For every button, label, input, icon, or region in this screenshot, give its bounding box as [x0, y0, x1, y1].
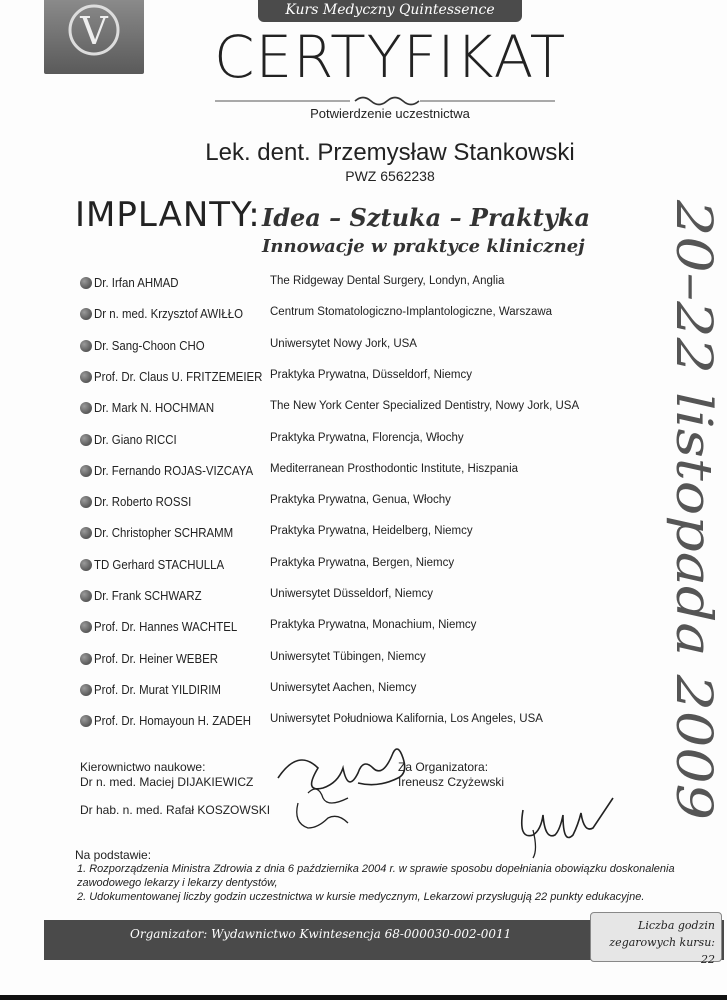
- bottom-edge: [0, 995, 727, 1000]
- speaker-row: [80, 556, 600, 576]
- speaker-affiliation: Centrum Stomatologiczno-Implantologiczne, Warszawa: [270, 306, 553, 319]
- bullet-icon: [80, 277, 92, 289]
- logo-v-icon: [44, 0, 144, 74]
- participant-pwz: PWZ 6562238: [345, 168, 435, 184]
- speaker-name: Dr. Sang-Choon CHO: [94, 337, 205, 353]
- speaker-name: Dr. Giano RICCI: [94, 431, 177, 447]
- course-hours-box: [590, 912, 722, 966]
- bullet-icon: [80, 371, 92, 383]
- notes-item-2: 2. Udokumentowanej liczby godzin uczestnictwa w kursie medycznym, Lekarzowi przysługują 22 punkty edukacyjne.: [77, 891, 645, 903]
- quintessence-logo: [44, 0, 144, 74]
- scientific-director-2: Dr hab. n. med. Rafał KOSZOWSKI: [80, 803, 271, 817]
- speaker-name: Dr. Roberto ROSSI: [94, 494, 192, 510]
- bullet-icon: [80, 621, 92, 633]
- speaker-name: Prof. Dr. Heiner WEBER: [94, 650, 218, 666]
- speaker-row: [80, 368, 600, 388]
- bullet-icon: [80, 653, 92, 665]
- speaker-affiliation: Praktyka Prywatna, Düsseldorf, Niemcy: [270, 368, 472, 381]
- bullet-icon: [80, 308, 92, 320]
- certificate-title: CERTYFIKAT: [214, 23, 567, 91]
- hours-line-2: zegarowych kursu: 22: [609, 936, 715, 966]
- course-label: IMPLANTY:: [75, 195, 261, 235]
- speaker-row: [80, 524, 600, 544]
- organizer-label: Za Organizatora:: [398, 760, 489, 774]
- scientific-label: Kierownictwo naukowe:: [80, 760, 206, 774]
- speaker-name: Dr. Fernando ROJAS-VIZCAYA: [94, 462, 254, 478]
- speaker-name: Prof. Dr. Claus U. FRITZEMEIER: [94, 368, 263, 384]
- notes-heading: Na podstawie:: [75, 848, 152, 862]
- speaker-affiliation: The Ridgeway Dental Surgery, Londyn, Anglia: [270, 275, 505, 287]
- course-dates: [655, 190, 727, 830]
- speaker-affiliation: Uniwersytet Tübingen, Niemcy: [270, 650, 426, 663]
- speaker-affiliation: Praktyka Prywatna, Bergen, Niemcy: [270, 556, 455, 569]
- speaker-affiliation: Praktyka Prywatna, Genua, Włochy: [270, 494, 451, 507]
- hours-line-1: Liczba godzin: [638, 919, 715, 932]
- notes-item-1: 1. Rozporządzenia Ministra Zdrowia z dnia 6 października 2004 r. w sprawie sposobu dopełniania obowiązku doskonalenia zawodowego lekarzy i lekarzy dentystów,: [77, 863, 675, 889]
- speaker-row: [80, 337, 600, 357]
- speaker-name: Prof. Dr. Murat YILDIRIM: [94, 681, 221, 697]
- speaker-row: [80, 587, 600, 607]
- speaker-affiliation: Uniwersytet Aachen, Niemcy: [270, 681, 417, 694]
- organizer-name: Ireneusz Czyżewski: [398, 775, 505, 789]
- speaker-row: [80, 462, 600, 482]
- speaker-name: Prof. Dr. Homayoun H. ZADEH: [94, 713, 252, 729]
- speaker-name: Dr. Christopher SCHRAMM: [94, 525, 234, 541]
- bullet-icon: [80, 465, 92, 477]
- speaker-row: [80, 618, 600, 638]
- speaker-affiliation: Mediterranean Prosthodontic Institute, Hiszpania: [270, 462, 519, 475]
- speaker-row: [80, 399, 600, 419]
- bullet-icon: [80, 715, 92, 727]
- speaker-name: Dr. Irfan AHMAD: [94, 275, 179, 290]
- speaker-row: [80, 431, 600, 451]
- signature-dijakiewicz: [268, 738, 428, 833]
- scientific-director-1: Dr n. med. Maciej DIJAKIEWICZ: [80, 775, 254, 789]
- legal-notes: [75, 848, 675, 904]
- speaker-row: [80, 305, 600, 325]
- speaker-affiliation: Uniwersytet Południowa Kalifornia, Los Angeles, USA: [270, 713, 543, 726]
- speaker-name: Prof. Dr. Hannes WACHTEL: [94, 619, 238, 635]
- organizer-footer: Organizator: Wydawnictwo Kwintesencja 68-000030-002-0011: [130, 927, 512, 941]
- speaker-affiliation: Praktyka Prywatna, Monachium, Niemcy: [270, 619, 477, 632]
- bullet-icon: [80, 402, 92, 414]
- speaker-name: Dr n. med. Krzysztof AWIŁŁO: [94, 306, 243, 322]
- svg-text:V: V: [80, 9, 108, 53]
- speaker-row: [80, 712, 600, 732]
- bullet-icon: [80, 496, 92, 508]
- bullet-icon: [80, 527, 92, 539]
- course-banner: Kurs Medyczny Quintessence: [258, 0, 522, 22]
- speaker-affiliation: The New York Center Specialized Dentistry, Nowy Jork, USA: [270, 400, 580, 413]
- speaker-affiliation: Praktyka Prywatna, Florencja, Włochy: [270, 431, 464, 444]
- speaker-row: [80, 650, 600, 670]
- bullet-icon: [80, 559, 92, 571]
- bullet-icon: [80, 684, 92, 696]
- ornament-divider: [215, 94, 555, 106]
- speaker-name: Dr. Mark N. HOCHMAN: [94, 400, 215, 416]
- speaker-name: Dr. Frank SCHWARZ: [94, 588, 202, 603]
- bullet-icon: [80, 434, 92, 446]
- bullet-icon: [80, 340, 92, 352]
- speaker-affiliation: Uniwersytet Düsseldorf, Niemcy: [270, 588, 433, 600]
- course-topic: Idea – Sztuka – Praktyka: [262, 203, 591, 232]
- certificate-subtitle: Potwierdzenie uczestnictwa: [310, 106, 470, 121]
- speaker-row: [80, 274, 600, 294]
- speaker-affiliation: Uniwersytet Nowy Jork, USA: [270, 337, 417, 350]
- speaker-affiliation: Praktyka Prywatna, Heidelberg, Niemcy: [270, 525, 473, 538]
- speaker-row: [80, 681, 600, 701]
- bullet-icon: [80, 590, 92, 602]
- speaker-name: TD Gerhard STACHULLA: [94, 556, 225, 572]
- course-dates-text: 20–22 listopada 2009: [665, 200, 723, 743]
- participant-name: Lek. dent. Przemysław Stankowski: [205, 139, 575, 166]
- speaker-row: [80, 493, 600, 513]
- course-subtopic: Innowacje w praktyce klinicznej: [262, 236, 585, 257]
